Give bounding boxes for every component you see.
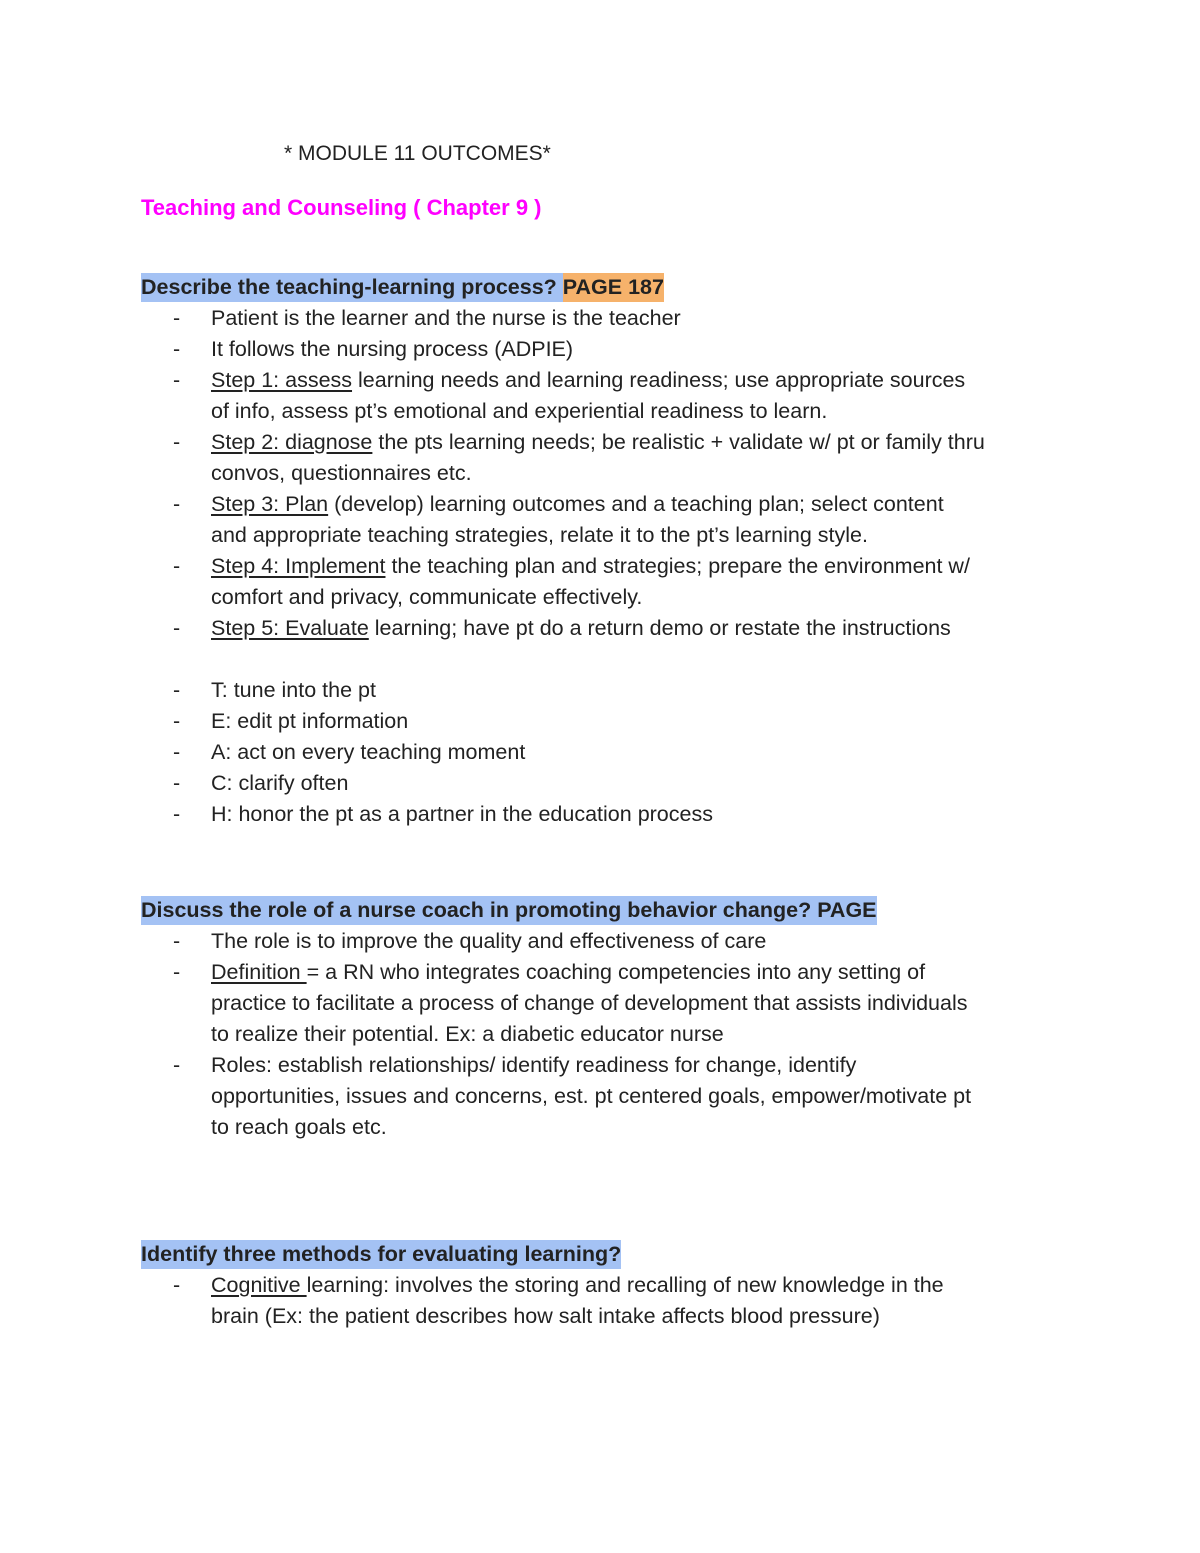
list-item: - Step 4: Implement the teaching plan and strategies; prepare the environment w/ comfort and privacy, communicate effectively.: [141, 551, 1081, 613]
list-item: - Roles: establish relationships/ identify readiness for change, identify opportunities, issues and concerns, est. pt centered goals, empower/motivate pt to reach goals etc.: [141, 1050, 1081, 1143]
list-item: - Step 1: assess learning needs and learning readiness; use appropriate sources of info, assess pt’s emotional and experiential readiness to learn.: [141, 365, 1081, 427]
section-heading: [141, 895, 1081, 926]
heading-text: Discuss the role of a nurse coach in promoting behavior change? PAGE: [141, 896, 877, 925]
list-item: - Step 2: diagnose the pts learning needs; be realistic + validate w/ pt or family thru convos, questionnaires etc.: [141, 427, 1081, 489]
list-item: - E: edit pt information: [141, 706, 1081, 737]
dash-bullet: -: [173, 771, 181, 795]
section-heading: [141, 272, 1081, 303]
dash-bullet: -: [173, 616, 181, 640]
dash-bullet: -: [173, 960, 181, 984]
list-item: - Step 3: Plan (develop) learning outcomes and a teaching plan; select content and appropriate teaching strategies, relate it to the pt’s learning style.: [141, 489, 1081, 551]
dash-bullet: -: [173, 554, 181, 578]
list-item: - It follows the nursing process (ADPIE): [141, 334, 1081, 365]
heading-text: Describe the teaching-learning process?: [141, 273, 557, 302]
section-heading: [141, 1239, 1081, 1270]
list-item: - Step 5: Evaluate learning; have pt do a return demo or restate the instructions: [141, 613, 1081, 644]
dash-bullet: -: [173, 430, 181, 454]
dash-bullet: -: [173, 929, 181, 953]
section-evaluating-learning: [141, 1239, 1081, 1332]
underlined-term: Definition: [211, 960, 307, 984]
list-item: - Definition = a RN who integrates coaching competencies into any setting of practice to facilitate a process of change of development that assists individuals to realize their potential. Ex: a diabetic educator nurse: [141, 957, 1081, 1050]
dash-bullet: -: [173, 740, 181, 764]
module-title: * MODULE 11 OUTCOMES*: [284, 142, 551, 165]
heading-text: Identify three methods for evaluating learning?: [141, 1240, 621, 1269]
blank-line: [141, 644, 1081, 675]
dash-bullet: -: [173, 337, 181, 361]
dash-bullet: -: [173, 678, 181, 702]
underlined-term: Cognitive: [211, 1273, 307, 1297]
bullet-list: [141, 303, 1081, 830]
bullet-list: [141, 926, 1081, 1143]
list-item: - The role is to improve the quality and effectiveness of care: [141, 926, 1081, 957]
underlined-term: Step 1: assess: [211, 368, 353, 392]
underlined-term: Step 5: Evaluate: [211, 616, 369, 640]
dash-bullet: -: [173, 802, 181, 826]
page-tag: PAGE 187: [563, 273, 664, 302]
dash-bullet: -: [173, 492, 181, 516]
section-teaching-learning: [141, 272, 1081, 830]
dash-bullet: -: [173, 709, 181, 733]
dash-bullet: -: [173, 1053, 181, 1077]
list-item: - A: act on every teaching moment: [141, 737, 1081, 768]
dash-bullet: -: [173, 368, 181, 392]
list-item: - T: tune into the pt: [141, 675, 1081, 706]
list-item: - Cognitive learning: involves the storing and recalling of new knowledge in the brain (Ex: the patient describes how salt intake affects blood pressure): [141, 1270, 1081, 1332]
chapter-title: Teaching and Counseling ( Chapter 9 ): [141, 195, 542, 220]
section-nurse-coach: [141, 895, 1081, 1143]
underlined-term: Step 3: Plan: [211, 492, 329, 516]
list-item: - Patient is the learner and the nurse is the teacher: [141, 303, 1081, 334]
list-item: - C: clarify often: [141, 768, 1081, 799]
bullet-list: [141, 1270, 1081, 1332]
dash-bullet: -: [173, 306, 181, 330]
underlined-term: Step 2: diagnose: [211, 430, 373, 454]
underlined-term: Step 4: Implement: [211, 554, 386, 578]
dash-bullet: -: [173, 1273, 181, 1297]
list-item: - H: honor the pt as a partner in the education process: [141, 799, 1081, 830]
